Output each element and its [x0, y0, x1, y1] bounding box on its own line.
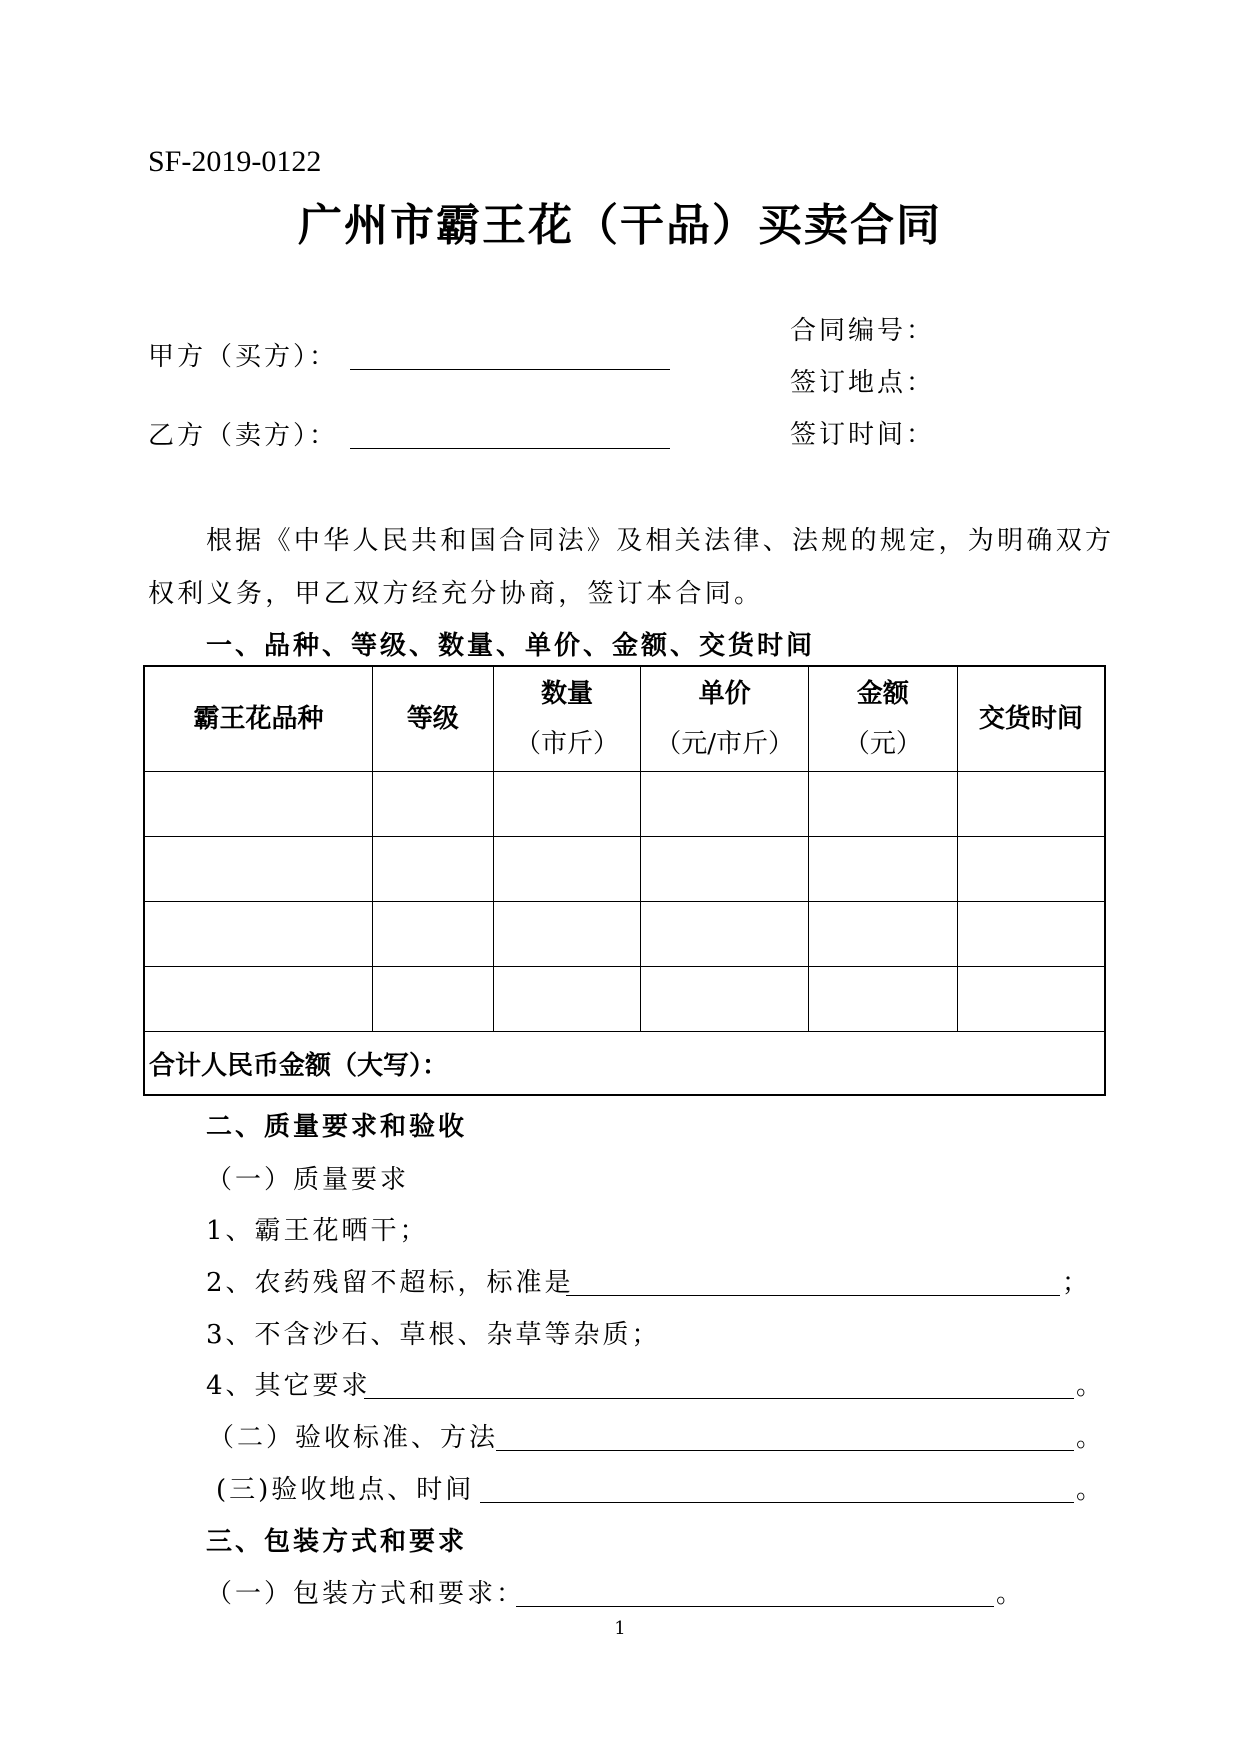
- table-cell[interactable]: [372, 967, 493, 1032]
- goods-table: [143, 665, 1106, 1096]
- quality-item-4-end: 。: [1076, 1371, 1103, 1401]
- table-cell[interactable]: [493, 967, 641, 1032]
- quality-item-2: 2、农药残留不超标，标准是: [206, 1268, 574, 1298]
- col-header-quantity-title: 数量: [540, 679, 593, 709]
- acceptance-method-label: （二）验收标准、方法: [208, 1423, 499, 1453]
- table-cell[interactable]: [809, 902, 958, 967]
- party-b-label: 乙方（卖方）：: [148, 421, 339, 451]
- packaging-subheading: （一）包装方式和要求：: [206, 1579, 526, 1609]
- acceptance-method-blank[interactable]: [496, 1450, 1074, 1451]
- other-requirements-blank[interactable]: [364, 1398, 1074, 1399]
- table-cell[interactable]: [809, 837, 958, 902]
- col-header-variety: 霸王花品种: [144, 666, 372, 772]
- total-amount-label: 合计人民币金额（大写）：: [149, 1050, 449, 1081]
- table-cell[interactable]: [957, 837, 1105, 902]
- table-row: [144, 837, 1105, 902]
- table-cell[interactable]: [641, 967, 809, 1032]
- sign-time-label: 签订时间：: [790, 420, 936, 450]
- col-header-unit-price-title: 单价: [698, 679, 751, 709]
- section-3-heading: 三、包装方式和要求: [206, 1527, 468, 1557]
- table-cell[interactable]: [144, 967, 372, 1032]
- acceptance-place-blank[interactable]: [480, 1502, 1074, 1503]
- table-cell[interactable]: [957, 772, 1105, 837]
- col-header-amount: [809, 666, 958, 772]
- table-cell[interactable]: [493, 772, 641, 837]
- table-cell[interactable]: [809, 967, 958, 1032]
- table-cell[interactable]: [957, 902, 1105, 967]
- sign-place-label: 签订地点：: [790, 368, 936, 398]
- document-id: SF-2019-0122: [148, 145, 322, 178]
- table-cell[interactable]: [493, 837, 641, 902]
- table-cell[interactable]: [372, 772, 493, 837]
- table-cell[interactable]: [641, 772, 809, 837]
- col-header-amount-unit: （元）: [843, 729, 922, 759]
- intro-line-2: 权利义务，甲乙双方经充分协商，签订本合同。: [148, 579, 764, 609]
- quality-item-4: 4、其它要求: [206, 1371, 371, 1401]
- col-header-unit-price: [641, 666, 809, 772]
- acceptance-place-label: (三)验收地点、时间: [216, 1475, 475, 1505]
- total-amount-cell[interactable]: [144, 1032, 1105, 1096]
- col-header-quantity-unit: （市斤）: [514, 729, 619, 759]
- acceptance-method-end: 。: [1076, 1423, 1103, 1453]
- party-b-blank[interactable]: [350, 448, 670, 449]
- party-a-blank[interactable]: [350, 369, 670, 370]
- quality-item-3: 3、不含沙石、草根、杂草等杂质；: [206, 1320, 661, 1350]
- table-cell[interactable]: [372, 837, 493, 902]
- table-cell[interactable]: [144, 902, 372, 967]
- document-title: 广州市霸王花（干品）买卖合同: [298, 200, 942, 251]
- packaging-blank[interactable]: [516, 1606, 994, 1607]
- table-cell[interactable]: [809, 772, 958, 837]
- quality-item-2-end: ；: [1062, 1268, 1089, 1298]
- col-header-delivery-time: 交货时间: [957, 666, 1105, 772]
- section-1-heading: 一、品种、等级、数量、单价、金额、交货时间: [206, 631, 816, 661]
- intro-line-1: 根据《中华人民共和国合同法》及相关法律、法规的规定，为明确双方: [206, 526, 1115, 556]
- packaging-end: 。: [996, 1579, 1023, 1609]
- acceptance-place-end: 。: [1076, 1475, 1103, 1505]
- page-number: 1: [614, 1618, 626, 1639]
- col-header-unit-price-unit: （元/市斤）: [655, 729, 795, 759]
- table-row: [144, 902, 1105, 967]
- table-row: [144, 967, 1105, 1032]
- goods-table-header-row: [144, 666, 1105, 772]
- table-cell[interactable]: [144, 772, 372, 837]
- table-cell[interactable]: [641, 837, 809, 902]
- section-2-heading: 二、质量要求和验收: [206, 1112, 468, 1142]
- pesticide-standard-blank[interactable]: [566, 1295, 1060, 1296]
- table-total-row: [144, 1032, 1105, 1096]
- table-cell[interactable]: [144, 837, 372, 902]
- table-cell[interactable]: [493, 902, 641, 967]
- table-row: [144, 772, 1105, 837]
- party-a-label: 甲方（买方）：: [148, 342, 339, 372]
- col-header-quantity: [493, 666, 641, 772]
- quality-subheading: （一）质量要求: [206, 1165, 410, 1195]
- contract-number-label: 合同编号：: [790, 316, 936, 346]
- col-header-amount-title: 金额: [856, 679, 909, 709]
- table-cell[interactable]: [957, 967, 1105, 1032]
- table-cell[interactable]: [641, 902, 809, 967]
- quality-item-1: 1、霸王花晒干；: [206, 1216, 429, 1246]
- col-header-grade: 等级: [372, 666, 493, 772]
- table-cell[interactable]: [372, 902, 493, 967]
